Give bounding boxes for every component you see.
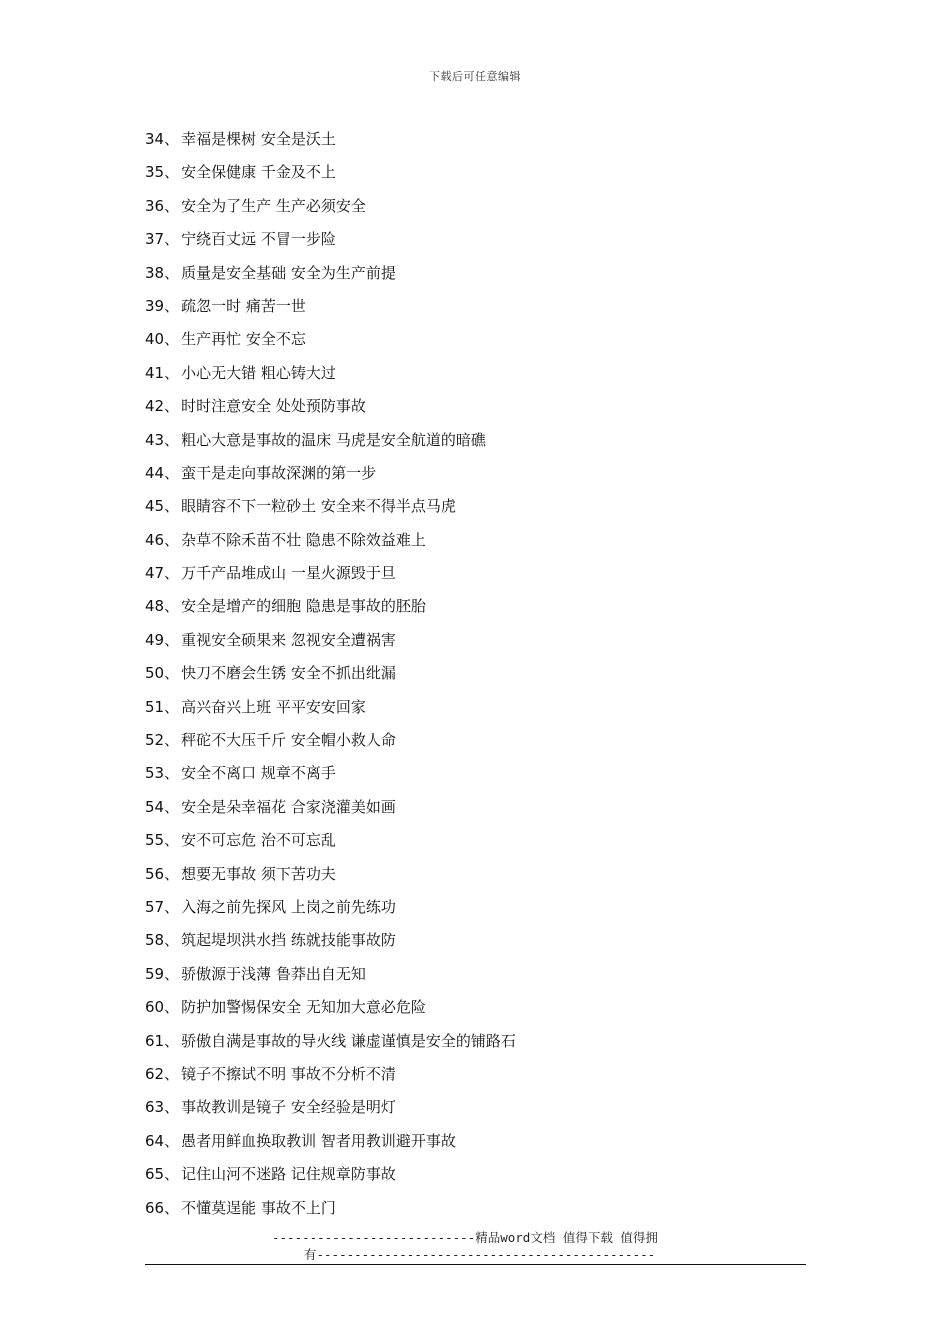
item-number: 35 [145, 163, 165, 182]
item-text: 质量是安全基础 安全为生产前提 [181, 263, 396, 282]
item-separator: 、 [164, 697, 180, 716]
item-number: 65 [145, 1165, 165, 1184]
item-number: 40 [145, 330, 165, 349]
item-separator: 、 [164, 1198, 180, 1217]
item-text: 不懂莫逞能 事故不上门 [181, 1198, 336, 1217]
item-text: 安全为了生产 生产必须安全 [181, 196, 366, 215]
item-text: 快刀不磨会生锈 安全不抓出纰漏 [181, 664, 396, 683]
item-separator: 、 [164, 130, 180, 148]
item-separator: 、 [164, 230, 180, 249]
item-number: 66 [145, 1198, 165, 1217]
header-note: 下载后可任意编辑 [429, 70, 521, 83]
list-item [145, 593, 516, 626]
list-item [145, 260, 516, 293]
footer-line-1: ---------------------------精品word文档 值得下载 值得拥 [272, 1230, 658, 1245]
footer-line-2: 有--------------------------------------------- [304, 1247, 656, 1262]
item-number: 39 [145, 296, 165, 315]
item-number: 48 [145, 597, 165, 616]
list-item [145, 1128, 516, 1161]
item-separator: 、 [164, 263, 180, 282]
item-number: 56 [145, 864, 165, 883]
list-item [145, 1061, 516, 1094]
list-item [145, 727, 516, 760]
item-separator: 、 [164, 497, 180, 516]
item-text: 眼睛容不下一粒砂土 安全来不得半点马虎 [181, 497, 456, 516]
item-separator: 、 [164, 1064, 180, 1083]
item-separator: 、 [164, 931, 180, 950]
list-item [145, 1094, 516, 1127]
item-number: 62 [145, 1064, 165, 1083]
list-item [145, 427, 516, 460]
list-item [145, 126, 516, 159]
item-number: 44 [145, 463, 165, 482]
list-item [145, 493, 516, 526]
footer-rule [145, 1264, 806, 1265]
item-separator: 、 [164, 430, 180, 449]
item-text: 入海之前先探风 上岗之前先练功 [181, 897, 396, 916]
list-item [145, 627, 516, 660]
item-number: 45 [145, 497, 165, 516]
item-number: 57 [145, 897, 165, 916]
list-item [145, 393, 516, 426]
item-text: 骄傲源于浅薄 鲁莽出自无知 [181, 964, 366, 983]
item-text: 粗心大意是事故的温床 马虎是安全航道的暗礁 [181, 430, 486, 449]
item-number: 64 [145, 1131, 165, 1150]
item-text: 重视安全硕果来 忽视安全遭祸害 [181, 630, 396, 649]
item-text: 安不可忘危 治不可忘乱 [181, 831, 336, 850]
item-number: 49 [145, 630, 165, 649]
item-separator: 、 [164, 764, 180, 783]
item-separator: 、 [164, 163, 180, 182]
item-text: 防护加警惕保安全 无知加大意必危险 [181, 998, 426, 1017]
list-item [145, 1195, 516, 1228]
item-separator: 、 [164, 998, 180, 1017]
list-item [145, 560, 516, 593]
item-text: 安全是增产的细胞 隐患是事故的胚胎 [181, 597, 426, 616]
item-separator: 、 [164, 363, 180, 382]
item-number: 59 [145, 964, 165, 983]
item-separator: 、 [164, 664, 180, 683]
item-separator: 、 [164, 831, 180, 850]
item-separator: 、 [164, 630, 180, 649]
item-text: 杂草不除禾苗不壮 隐患不除效益难上 [181, 530, 426, 549]
item-text: 时时注意安全 处处预防事故 [181, 397, 366, 416]
list-item [145, 660, 516, 693]
list-item [145, 460, 516, 493]
item-number: 42 [145, 397, 165, 416]
item-separator: 、 [164, 196, 180, 215]
item-text: 幸福是棵树 安全是沃土 [181, 130, 336, 148]
item-text: 记住山河不迷路 记住规章防事故 [181, 1165, 396, 1184]
list-item [145, 1161, 516, 1194]
list-item [145, 994, 516, 1027]
item-text: 安全不离口 规章不离手 [181, 764, 336, 783]
item-text: 安全保健康 千金及不上 [181, 163, 336, 182]
item-separator: 、 [164, 864, 180, 883]
item-separator: 、 [164, 564, 180, 583]
item-separator: 、 [164, 597, 180, 616]
item-number: 58 [145, 931, 165, 950]
item-number: 53 [145, 764, 165, 783]
list-item [145, 527, 516, 560]
item-number: 46 [145, 530, 165, 549]
list-item [145, 694, 516, 727]
list-item [145, 961, 516, 994]
item-separator: 、 [164, 463, 180, 482]
item-number: 60 [145, 998, 165, 1017]
item-text: 想要无事故 须下苦功夫 [181, 864, 336, 883]
list-item [145, 861, 516, 894]
item-text: 骄傲自满是事故的导火线 谦虚谨慎是安全的铺路石 [181, 1031, 516, 1050]
item-text: 愚者用鲜血换取教训 智者用教训避开事故 [181, 1131, 456, 1150]
item-separator: 、 [164, 964, 180, 983]
item-text: 小心无大错 粗心铸大过 [181, 363, 336, 382]
item-separator: 、 [164, 1098, 180, 1117]
list-item [145, 827, 516, 860]
slogan-list [145, 126, 516, 1228]
list-item [145, 760, 516, 793]
list-item [145, 193, 516, 226]
list-item [145, 894, 516, 927]
item-text: 蛮干是走向事故深渊的第一步 [181, 463, 377, 482]
item-text: 秤砣不大压千斤 安全帽小救人命 [181, 731, 396, 750]
item-text: 万千产品堆成山 一星火源毁于旦 [181, 564, 396, 583]
item-separator: 、 [164, 1131, 180, 1150]
item-number: 54 [145, 797, 165, 816]
list-item [145, 1028, 516, 1061]
item-separator: 、 [164, 1165, 180, 1184]
item-separator: 、 [164, 330, 180, 349]
item-number: 36 [145, 196, 165, 215]
item-separator: 、 [164, 530, 180, 549]
list-item [145, 159, 516, 192]
item-text: 筑起堤坝洪水挡 练就技能事故防 [181, 931, 396, 950]
list-item [145, 226, 516, 259]
item-separator: 、 [164, 797, 180, 816]
item-number: 34 [145, 130, 165, 148]
item-separator: 、 [164, 1031, 180, 1050]
item-text: 事故教训是镜子 安全经验是明灯 [181, 1098, 396, 1117]
item-text: 安全是朵幸福花 合家浇灌美如画 [181, 797, 396, 816]
item-number: 43 [145, 430, 165, 449]
item-number: 61 [145, 1031, 165, 1050]
item-separator: 、 [164, 397, 180, 416]
item-separator: 、 [164, 296, 180, 315]
item-number: 47 [145, 564, 165, 583]
item-number: 41 [145, 363, 165, 382]
item-separator: 、 [164, 731, 180, 750]
item-separator: 、 [164, 897, 180, 916]
item-text: 疏忽一时 痛苦一世 [181, 296, 306, 315]
item-number: 37 [145, 230, 165, 249]
item-text: 高兴奋兴上班 平平安安回家 [181, 697, 366, 716]
list-item [145, 927, 516, 960]
item-number: 55 [145, 831, 165, 850]
item-number: 52 [145, 731, 165, 750]
item-text: 生产再忙 安全不忘 [181, 330, 306, 349]
list-item [145, 293, 516, 326]
list-item [145, 794, 516, 827]
list-item [145, 360, 516, 393]
item-number: 51 [145, 697, 165, 716]
item-text: 宁绕百丈远 不冒一步险 [181, 230, 336, 249]
item-number: 50 [145, 664, 165, 683]
list-item [145, 326, 516, 359]
item-number: 38 [145, 263, 165, 282]
item-text: 镜子不擦试不明 事故不分析不清 [181, 1064, 396, 1083]
item-number: 63 [145, 1098, 165, 1117]
